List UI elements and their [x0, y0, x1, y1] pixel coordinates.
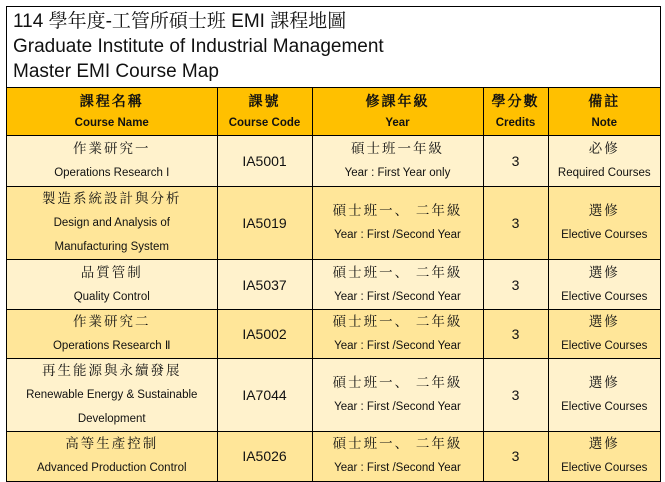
note-zh: 必修 — [588, 141, 620, 156]
year-cell — [312, 310, 483, 359]
table-header-row — [7, 88, 660, 136]
credits-cell: 3 — [483, 187, 548, 260]
header-credits — [483, 88, 548, 136]
course-name-cell — [7, 260, 217, 310]
note-cell — [548, 187, 660, 260]
header-en: Course Code — [228, 116, 301, 129]
course-name-cell — [7, 136, 217, 187]
header-en: Course Name — [74, 116, 149, 129]
note-en: Elective Courses — [561, 290, 648, 303]
credits-cell: 3 — [483, 136, 548, 187]
note-cell — [548, 432, 660, 481]
note-zh: 選修 — [588, 375, 620, 390]
course-name-zh: 作業研究二 — [73, 314, 151, 329]
year-zh: 碩士班一年級 — [351, 141, 444, 156]
year-zh: 碩士班一、 二年級 — [332, 203, 463, 218]
course-code-cell: IA5002 — [217, 310, 312, 359]
course-name-en-cont: Manufacturing System — [54, 241, 169, 253]
note-zh: 選修 — [588, 314, 620, 329]
header-en: Note — [591, 116, 618, 129]
note-en: Elective Courses — [561, 229, 648, 241]
table-row — [7, 310, 660, 359]
document-title — [7, 7, 660, 87]
course-name-en: Design and Analysis of — [53, 217, 170, 229]
note-zh: 選修 — [588, 203, 620, 218]
title-line-institute: Graduate Institute of Industrial Management — [13, 36, 384, 57]
header-zh: 課號 — [248, 92, 281, 109]
course-name-cell — [7, 359, 217, 432]
credits-cell: 3 — [483, 260, 548, 310]
course-name-en: Operations Research Ⅱ — [52, 340, 171, 352]
credits-cell: 3 — [483, 359, 548, 432]
credits-cell: 3 — [483, 432, 548, 481]
note-zh: 選修 — [588, 264, 620, 280]
year-zh: 碩士班一、 二年級 — [332, 375, 463, 390]
year-zh: 碩士班一、 二年級 — [332, 264, 463, 280]
note-cell — [548, 260, 660, 310]
course-code-cell: IA5037 — [217, 260, 312, 310]
course-code-cell: IA5001 — [217, 136, 312, 187]
year-en: Year : First /Second Year — [334, 290, 461, 303]
year-cell — [312, 432, 483, 481]
header-note — [548, 88, 660, 136]
year-en: Year : First /Second Year — [334, 340, 461, 352]
course-code-cell: IA5019 — [217, 187, 312, 260]
credits-cell: 3 — [483, 310, 548, 359]
year-en: Year : First /Second Year — [334, 401, 461, 413]
year-cell — [312, 260, 483, 310]
course-map-document — [6, 6, 661, 482]
year-en: Year : First /Second Year — [334, 229, 461, 241]
course-name-zh: 高等生產控制 — [65, 436, 159, 452]
course-name-en: Operations Research I — [54, 167, 170, 179]
year-zh: 碩士班一、 二年級 — [332, 436, 463, 452]
note-cell — [548, 136, 660, 187]
note-en: Required Courses — [557, 167, 651, 179]
header-zh: 學分數 — [491, 92, 540, 109]
table-row — [7, 432, 660, 481]
header-zh: 備註 — [588, 92, 621, 109]
table-row — [7, 359, 660, 432]
year-zh: 碩士班一、 二年級 — [332, 314, 463, 329]
course-name-cell — [7, 310, 217, 359]
year-cell — [312, 359, 483, 432]
header-course-code — [217, 88, 312, 136]
course-name-en-cont: Development — [77, 413, 146, 425]
year-en: Year : First /Second Year — [334, 462, 461, 475]
table-row — [7, 187, 660, 260]
course-name-zh: 再生能源與永續發展 — [42, 363, 182, 378]
course-table — [7, 87, 660, 481]
course-name-zh: 作業研究一 — [73, 141, 151, 156]
header-en: Year — [385, 116, 410, 129]
title-line-chinese: 114 學年度-工管所碩士班 EMI 課程地圖 — [13, 11, 347, 32]
table-row — [7, 136, 660, 187]
course-name-cell — [7, 187, 217, 260]
header-year — [312, 88, 483, 136]
year-cell — [312, 136, 483, 187]
year-cell — [312, 187, 483, 260]
course-name-zh: 製造系統設計與分析 — [42, 191, 182, 206]
course-name-zh: 品質管制 — [80, 264, 143, 280]
course-name-cell — [7, 432, 217, 481]
note-cell — [548, 359, 660, 432]
note-en: Elective Courses — [561, 462, 648, 475]
header-zh: 課程名稱 — [79, 92, 144, 109]
header-en: Credits — [495, 116, 536, 129]
header-course-name — [7, 88, 217, 136]
course-name-en: Quality Control — [73, 290, 150, 303]
note-zh: 選修 — [588, 436, 620, 452]
table-row — [7, 260, 660, 310]
note-cell — [548, 310, 660, 359]
year-en: Year : First Year only — [344, 167, 451, 179]
course-code-cell: IA7044 — [217, 359, 312, 432]
note-en: Elective Courses — [561, 401, 648, 413]
title-line-course-map: Master EMI Course Map — [13, 61, 219, 82]
note-en: Elective Courses — [561, 340, 648, 352]
course-name-en: Renewable Energy & Sustainable — [26, 389, 198, 401]
course-name-en: Advanced Production Control — [36, 462, 187, 475]
header-zh: 修課年級 — [365, 92, 430, 109]
course-code-cell: IA5026 — [217, 432, 312, 481]
